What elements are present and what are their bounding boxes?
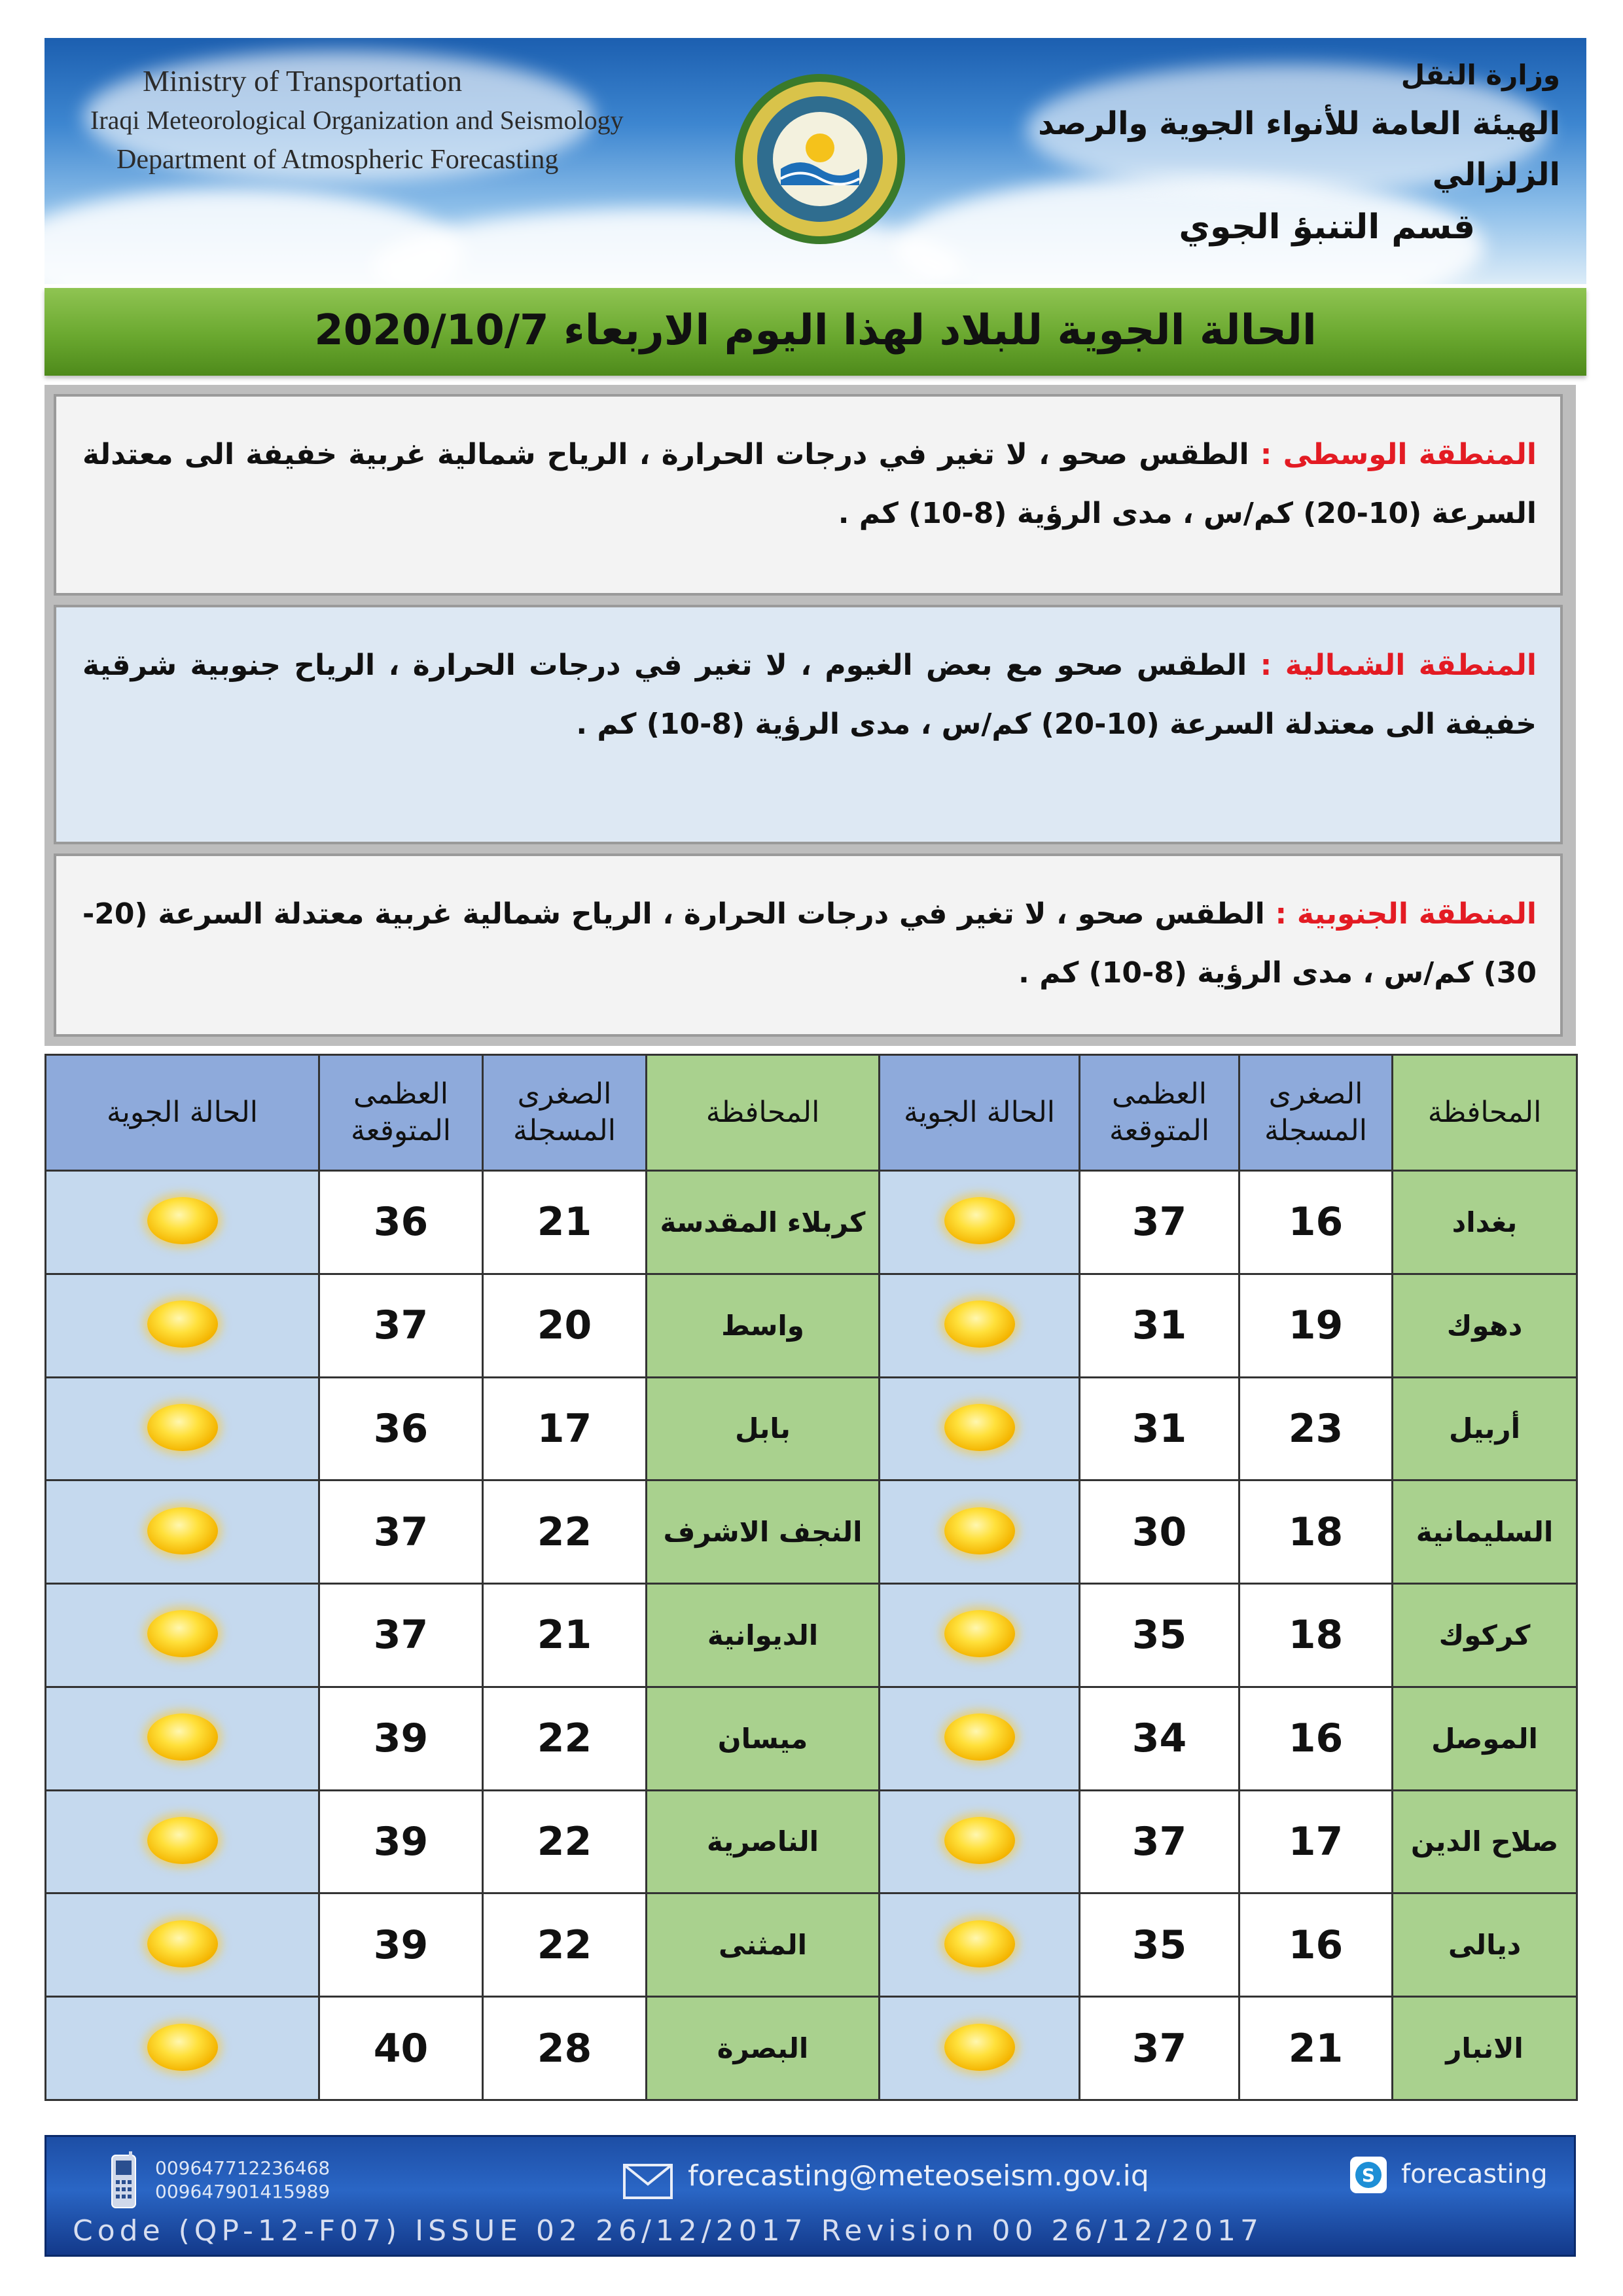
table-row <box>46 1893 1577 1997</box>
min-temp-cell: 22 <box>483 1480 647 1584</box>
min-temp-cell: 18 <box>1240 1480 1393 1584</box>
governorate-cell: الناصرية <box>647 1790 880 1893</box>
max-temp-cell: 37 <box>319 1274 483 1377</box>
max-temp-cell: 37 <box>1080 1171 1240 1274</box>
document-code-line: Code (QP-12-F07) ISSUE 02 26/12/2017 Revision 00 26/12/2017 <box>73 2214 1264 2248</box>
governorate-cell: أربيل <box>1393 1377 1577 1480</box>
organization-name-en: Iraqi Meteorological Organization and Seismology <box>90 105 624 135</box>
min-temp-cell: 21 <box>1240 1997 1393 2100</box>
phone-number: 009647901415989 <box>155 2181 330 2202</box>
mail-icon <box>622 2163 673 2200</box>
phone-icon <box>109 2151 138 2210</box>
max-temp-cell: 37 <box>319 1480 483 1584</box>
header-weather: الحالة الجوية <box>46 1055 319 1171</box>
region-northern <box>54 605 1563 844</box>
table-row <box>46 1790 1577 1893</box>
governorate-cell: ميسان <box>647 1687 880 1790</box>
governorate-cell: النجف الاشرف <box>647 1480 880 1584</box>
weather-cell <box>46 1997 319 2100</box>
region-name: المنطقة الشمالية : <box>1260 649 1537 682</box>
min-temp-cell: 17 <box>1240 1790 1393 1893</box>
weather-cell <box>46 1584 319 1687</box>
svg-text:S: S <box>1361 2164 1376 2186</box>
min-temp-cell: 16 <box>1240 1687 1393 1790</box>
phone-numbers <box>155 2157 330 2204</box>
governorate-cell: الانبار <box>1393 1997 1577 2100</box>
max-temp-cell: 40 <box>319 1997 483 2100</box>
min-temp-cell: 21 <box>483 1171 647 1274</box>
skype-icon <box>1349 2155 1388 2195</box>
governorate-cell: السليمانية <box>1393 1480 1577 1584</box>
min-temp-cell: 17 <box>483 1377 647 1480</box>
governorate-cell: بابل <box>647 1377 880 1480</box>
min-temp-cell: 19 <box>1240 1274 1393 1377</box>
governorate-cell: البصرة <box>647 1997 880 2100</box>
sunny-icon <box>147 1507 218 1554</box>
header-min-recorded: الصغرى المسجلة <box>1240 1055 1393 1171</box>
ministry-name-ar: وزارة النقل <box>1400 59 1560 91</box>
weather-cell <box>46 1790 319 1893</box>
weather-cell <box>46 1687 319 1790</box>
min-temp-cell: 20 <box>483 1274 647 1377</box>
organization-logo <box>732 71 908 247</box>
sunny-icon <box>944 1610 1015 1657</box>
min-temp-cell: 23 <box>1240 1377 1393 1480</box>
governorate-cell: الموصل <box>1393 1687 1577 1790</box>
table-row <box>46 1480 1577 1584</box>
sunny-icon <box>147 1920 218 1967</box>
sunny-icon <box>147 1404 218 1451</box>
weather-cell <box>880 1584 1080 1687</box>
arabic-header <box>971 52 1560 254</box>
region-forecast-text: الطقس صحو ، لا تغير في درجات الحرارة ، الرياح شمالية غربية معتدلة السرعة (20-30) كم/س ، مدى الرؤية (8-10) كم . <box>82 897 1537 990</box>
header-min-recorded: الصغرى المسجلة <box>483 1055 647 1171</box>
weather-cell <box>46 1480 319 1584</box>
region-forecast-text: الطقس صحو ، لا تغير في درجات الحرارة ، الرياح شمالية غربية خفيفة الى معتدلة السرعة (10-20) كم/س ، مدى الرؤية (8-10) كم . <box>82 438 1537 530</box>
department-name-en: Department of Atmospheric Forecasting <box>116 145 559 175</box>
header-banner <box>45 38 1586 284</box>
table-row <box>46 1584 1577 1687</box>
sunny-icon <box>944 1920 1015 1967</box>
weather-cell <box>880 1377 1080 1480</box>
max-temp-cell: 39 <box>319 1790 483 1893</box>
min-temp-cell: 22 <box>483 1687 647 1790</box>
max-temp-cell: 39 <box>319 1893 483 1997</box>
table-header-row <box>46 1055 1577 1171</box>
skype-handle[interactable]: forecasting <box>1401 2159 1548 2189</box>
sunny-icon <box>944 1817 1015 1864</box>
table-row <box>46 1171 1577 1274</box>
sunny-icon <box>147 1817 218 1864</box>
sunny-icon <box>944 1713 1015 1761</box>
governorate-cell: صلاح الدين <box>1393 1790 1577 1893</box>
max-temp-cell: 39 <box>319 1687 483 1790</box>
department-name-ar: قسم التنبؤ الجوي <box>1179 207 1475 247</box>
region-paragraph <box>82 425 1537 543</box>
governorate-cell: كربلاء المقدسة <box>647 1171 880 1274</box>
region-forecast-text: الطقس صحو مع بعض الغيوم ، لا تغير في درجات الحرارة ، الرياح جنوبية شرقية خفيفة الى معتدلة السرعة (10-20) كم/س ، مدى الرؤية (8-10) كم . <box>82 649 1537 741</box>
weather-cell <box>880 1480 1080 1584</box>
region-name: المنطقة الوسطى : <box>1260 438 1537 471</box>
region-paragraph <box>82 636 1537 754</box>
weather-cell <box>880 1790 1080 1893</box>
sunny-icon <box>147 2024 218 2071</box>
max-temp-cell: 37 <box>1080 1790 1240 1893</box>
max-temp-cell: 36 <box>319 1377 483 1480</box>
page-title: الحالة الجوية للبلاد لهذا اليوم الاربعاء 2020/10/7 <box>314 306 1317 355</box>
sunny-icon <box>147 1300 218 1348</box>
english-header <box>90 62 679 179</box>
sunny-icon <box>944 1404 1015 1451</box>
header-max-expected: العظمى المتوقعة <box>319 1055 483 1171</box>
governorate-cell: الديوانية <box>647 1584 880 1687</box>
max-temp-cell: 34 <box>1080 1687 1240 1790</box>
weather-cell <box>880 1171 1080 1274</box>
table-row <box>46 1997 1577 2100</box>
regional-forecasts <box>45 385 1576 1046</box>
footer-bar <box>45 2135 1576 2257</box>
weather-cell <box>880 1687 1080 1790</box>
max-temp-cell: 30 <box>1080 1480 1240 1584</box>
min-temp-cell: 21 <box>483 1584 647 1687</box>
region-paragraph <box>82 885 1537 1003</box>
organization-name-ar: الهيئة العامة للأنواء الجوية والرصد الزلزالي <box>1038 105 1560 193</box>
weather-cell <box>46 1274 319 1377</box>
weather-cell <box>46 1377 319 1480</box>
min-temp-cell: 28 <box>483 1997 647 2100</box>
table-row <box>46 1377 1577 1480</box>
min-temp-cell: 22 <box>483 1790 647 1893</box>
min-temp-cell: 16 <box>1240 1171 1393 1274</box>
weather-cell <box>880 1997 1080 2100</box>
governorate-cell: كركوك <box>1393 1584 1577 1687</box>
email-address[interactable]: forecasting@meteoseism.gov.iq <box>688 2159 1149 2193</box>
header-weather: الحالة الجوية <box>880 1055 1080 1171</box>
max-temp-cell: 35 <box>1080 1893 1240 1997</box>
governorate-cell: واسط <box>647 1274 880 1377</box>
weather-cell <box>880 1893 1080 1997</box>
table-row <box>46 1687 1577 1790</box>
max-temp-cell: 35 <box>1080 1584 1240 1687</box>
max-temp-cell: 31 <box>1080 1274 1240 1377</box>
weather-cell <box>880 1274 1080 1377</box>
header-governorate: المحافظة <box>647 1055 880 1171</box>
sunny-icon <box>944 2024 1015 2071</box>
sunny-icon <box>944 1197 1015 1244</box>
region-southern <box>54 853 1563 1037</box>
table-row <box>46 1274 1577 1377</box>
phone-number: 009647712236468 <box>155 2157 330 2179</box>
sunny-icon <box>944 1507 1015 1554</box>
min-temp-cell: 16 <box>1240 1893 1393 1997</box>
sunny-icon <box>944 1300 1015 1348</box>
governorate-cell: دهوك <box>1393 1274 1577 1377</box>
governorate-cell: بغداد <box>1393 1171 1577 1274</box>
max-temp-cell: 31 <box>1080 1377 1240 1480</box>
temperature-table <box>45 1054 1578 2101</box>
header-governorate: المحافظة <box>1393 1055 1577 1171</box>
sunny-icon <box>147 1197 218 1244</box>
governorate-cell: ديالى <box>1393 1893 1577 1997</box>
min-temp-cell: 22 <box>483 1893 647 1997</box>
header-max-expected: العظمى المتوقعة <box>1080 1055 1240 1171</box>
title-bar <box>45 288 1586 376</box>
sunny-icon <box>147 1713 218 1761</box>
governorate-cell: المثنى <box>647 1893 880 1997</box>
max-temp-cell: 37 <box>319 1584 483 1687</box>
weather-cell <box>46 1171 319 1274</box>
weather-cell <box>46 1893 319 1997</box>
ministry-name-en: Ministry of Transportation <box>143 64 463 98</box>
sunny-icon <box>147 1610 218 1657</box>
region-name: المنطقة الجنوبية : <box>1275 897 1537 931</box>
min-temp-cell: 18 <box>1240 1584 1393 1687</box>
max-temp-cell: 36 <box>319 1171 483 1274</box>
max-temp-cell: 37 <box>1080 1997 1240 2100</box>
region-central <box>54 394 1563 596</box>
